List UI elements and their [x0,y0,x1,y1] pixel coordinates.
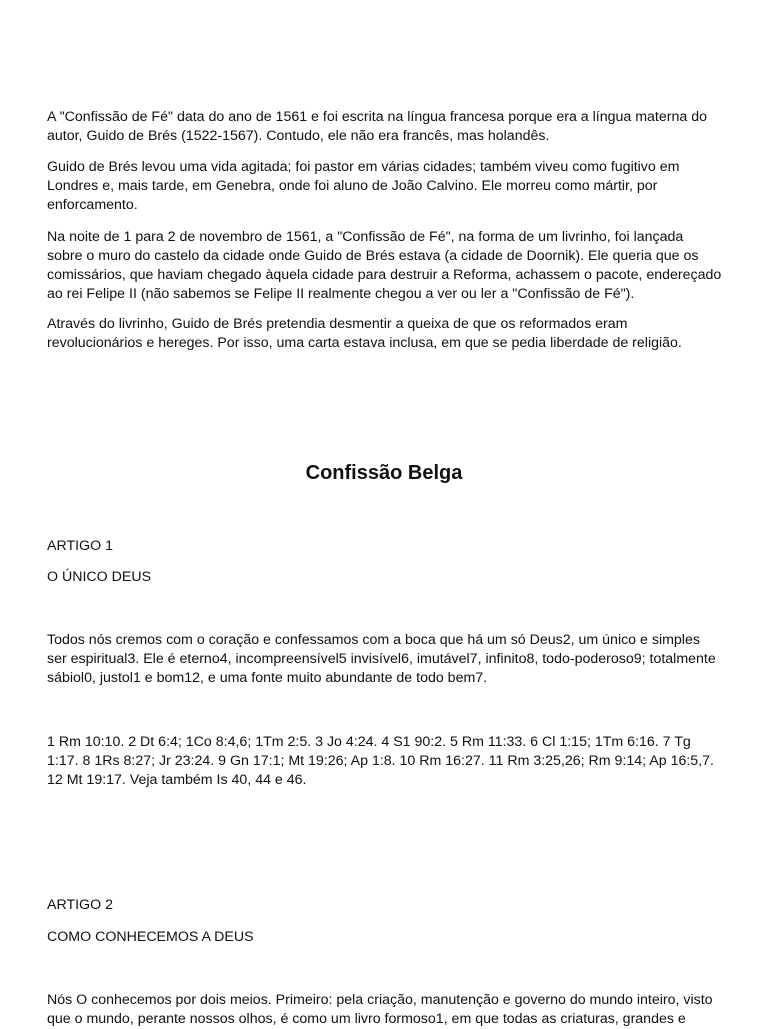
intro-paragraph-3: Na noite de 1 para 2 de novembro de 1561, a "Confissão de Fé", na forma de um livrinho, foi lançada sobre o muro do castelo da cidade onde Guido de Brés estava (a cidade de Doornik). Ele queria que os comissários, que haviam chegado àquela cidade para destruir a Reforma, achassem o pacote, endereçado ao rei Felipe II (não sabemos se Felipe II realmente chegou a ver ou ler a "Confissão de Fé"). [47,229,722,302]
article-1-body: Todos nós cremos com o coração e confessamos com a boca que há um só Deus2, um único e simples ser espiritual3. Ele é eterno4, incompreensível5 invisível6, imutável7, infinito8, todo-poderoso9; totalmente sábiol0, justol1 e bom12, e uma fonte muito abundante de todo bem7. [47,632,716,686]
intro-paragraph-2: Guido de Brés levou uma vida agitada; foi pastor em várias cidades; também viveu como fugitivo em Londres e, mais tarde, em Genebra, onde foi aluno de João Calvino. Ele morreu como mártir, por enforcamento. [47,159,680,213]
intro-paragraph-1: A "Confissão de Fé" data do ano de 1561 e foi escrita na língua francesa porque era a língua materna do autor, Guido de Brés (1522-1567). Contudo, ele não era francês, mas holandês. [47,109,707,144]
article-2-body: Nós O conhecemos por dois meios. Primeiro: pela criação, manutenção e governo do mundo inteiro, visto que o mundo, perante nossos olhos, é como um livro formoso1, em que todas as criaturas, grandes e [47,992,713,1027]
article-1-references: 1 Rm 10:10. 2 Dt 6:4; 1Co 8:4,6; 1Tm 2:5. 3 Jo 4:24. 4 S1 90:2. 5 Rm 11:33. 6 Cl 1:15; 1Tm 6:16. 7 Tg 1:17. 8 1Rs 8:27; Jr 23:24. 9 Gn 17:1; Mt 19:26; Ap 1:8. 10 Rm 16:27. 11 Rm 3:25,26; Rm 9:14; Ap 16:5,7. 12 Mt 19:17. Veja também Is 40, 44 e 46. [47,734,714,788]
document-title: Confissão Belga [305,462,463,484]
article-1-label: ARTIGO 1 [47,538,113,554]
article-1-heading: O ÚNICO DEUS [47,569,152,585]
article-2-label: ARTIGO 2 [47,897,113,913]
intro-paragraph-4: Através do livrinho, Guido de Brés pretendia desmentir a queixa de que os reformados eram revolucionários e hereges. Por isso, uma carta estava inclusa, em que se pedia liberdade de religião. [47,316,682,351]
article-2-heading: COMO CONHECEMOS A DEUS [47,929,254,945]
